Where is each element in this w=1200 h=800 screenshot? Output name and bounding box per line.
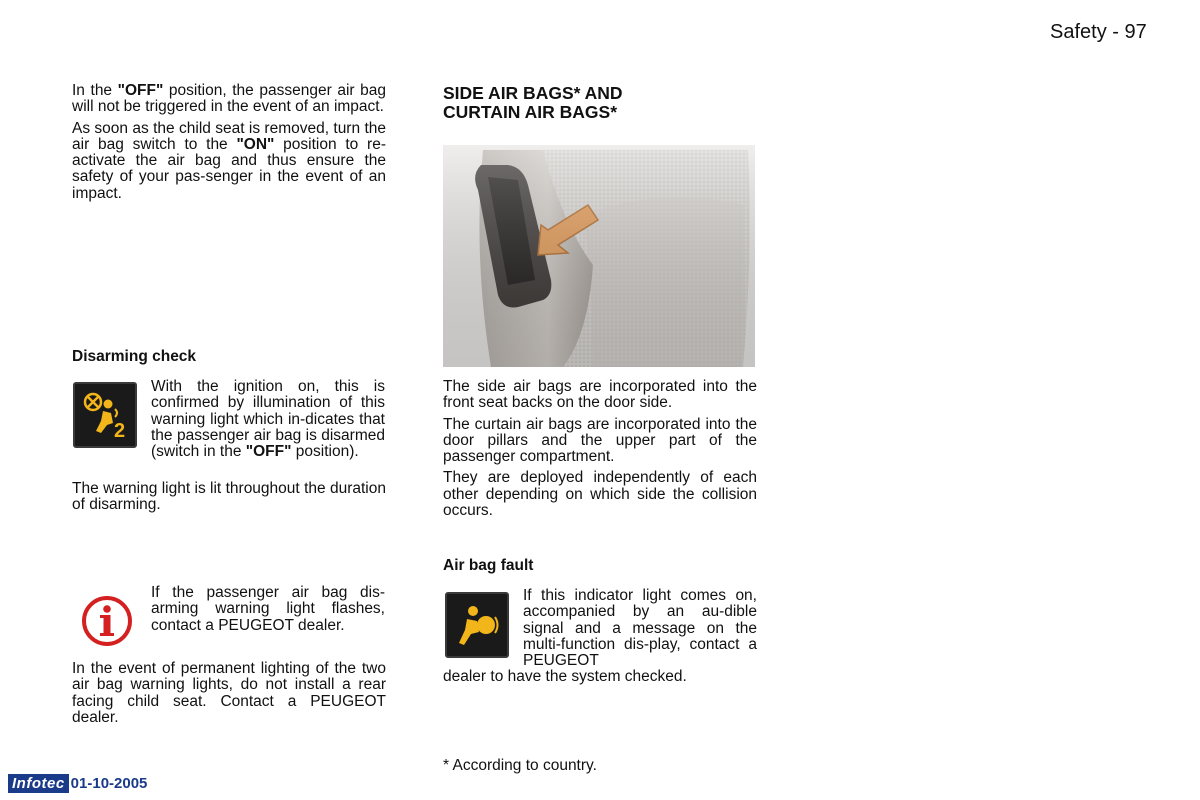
curtain-airbags-paragraph: The curtain air bags are incorporated into the door pillars and the upper part of the passenger compartment.: [443, 415, 757, 466]
disarming-check-heading: Disarming check: [72, 348, 197, 365]
page-header: [1050, 21, 1147, 44]
deployment-paragraph: They are deployed independently of each other depending on which side the collision occurs.: [443, 469, 757, 520]
airbag-off-warning-icon: [73, 382, 137, 448]
header-separator: -: [1112, 21, 1119, 43]
airbag-fault-paragraph: If this indicator light comes on, accompanied by an au-dible signal and a message on the multi-function dis-play, contact a PEUGEOT: [523, 587, 757, 670]
page-number: 97: [1124, 21, 1147, 43]
side-airbags-heading: [443, 84, 623, 122]
footer: [8, 774, 147, 793]
info-warning-icon: [80, 594, 134, 648]
seat-airbag-photo: [443, 145, 755, 367]
disarming-paragraph-1: With the ignition on, this is confirmed by illumination of this warning light which in-dicates that the passenger air bag is disarmed (switch in the "OFF" position).: [151, 378, 385, 461]
section-title: Safety: [1050, 21, 1107, 43]
airbag-fault-paragraph-continued: dealer to have the system checked.: [443, 668, 687, 685]
permanent-lighting-paragraph: In the event of permanent lighting of the two air bag warning lights, do not install a rear facing child seat. Contact a PEUGEOT dealer.: [72, 660, 386, 726]
disarming-paragraph-2: The warning light is lit throughout the duration of disarming.: [72, 480, 386, 514]
footnote: * According to country.: [443, 757, 597, 774]
side-airbags-heading-line-2: CURTAIN AIR BAGS*: [443, 102, 618, 122]
intro-paragraph-1: In the "OFF" position, the passenger air bag will not be triggered in the event of an impact.: [72, 82, 386, 116]
intro-paragraph-2: As soon as the child seat is removed, turn the air bag switch to the "ON" position to re-activate the air bag and thus ensure the safety of your pas-senger in the event of an impact.: [72, 119, 386, 202]
footer-brand-logo: Infotec: [8, 774, 69, 793]
left-column-intro: [72, 83, 386, 202]
airbag-fault-heading: Air bag fault: [443, 557, 534, 574]
side-airbags-heading-line-1: SIDE AIR BAGS* AND: [443, 83, 623, 103]
disarming-text: [151, 379, 385, 460]
footer-date: 01-10-2005: [70, 775, 148, 792]
side-airbags-text: [443, 379, 757, 519]
airbag-fault-warning-icon: [445, 592, 509, 658]
flash-paragraph: If the passenger air bag dis-arming warning light flashes, contact a PEUGEOT dealer.: [151, 584, 385, 634]
svg-text:2: 2: [114, 420, 126, 441]
side-airbags-paragraph-1: The side air bags are incorporated into the front seat backs on the door side.: [443, 378, 757, 412]
